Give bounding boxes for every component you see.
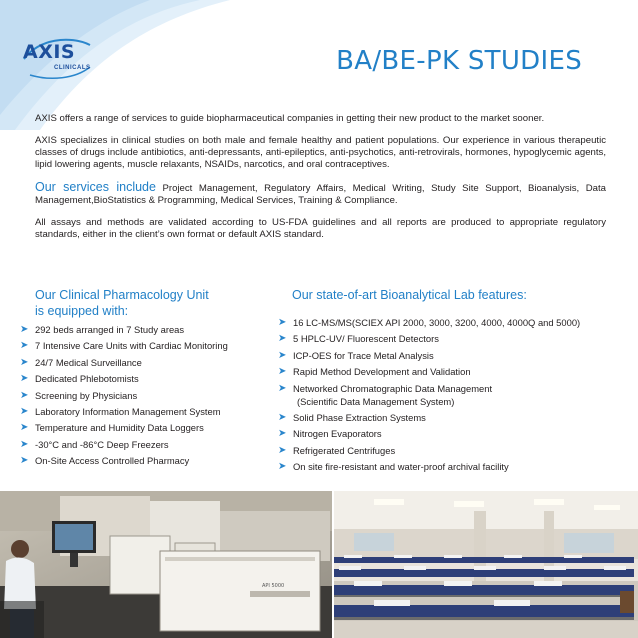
list-item: ➤ Temperature and Humidity Data Loggers — [20, 420, 228, 436]
list-item: ➤ Networked Chromatographic Data Management (Scientific Data Management System) — [278, 382, 580, 408]
arrow-bullet-icon: ➤ — [20, 389, 29, 401]
arrow-bullet-icon: ➤ — [278, 349, 287, 361]
right-section-heading: Our state-of-art Bioanalytical Lab features: — [292, 288, 527, 302]
arrow-bullet-icon: ➤ — [20, 373, 29, 385]
list-item: ➤ Refrigerated Centrifuges — [278, 444, 396, 456]
arrow-bullet-icon: ➤ — [20, 438, 29, 450]
arrow-bullet-icon: ➤ — [278, 461, 287, 473]
list-item: ➤ Nitrogen Evaporators — [278, 428, 382, 440]
intro-paragraph: AXIS offers a range of services to guide biopharmaceutical companies in getting their new product to the market sooner. — [35, 113, 545, 124]
list-item: ➤ 24/7 Medical Surveillance — [20, 355, 228, 371]
services-body: Project Management, Regulatory Affairs, Medical Writing, Study Site Support, Bioanalysis, Data Management,BioStatistics & Programming, Medical Services, Training & Compliance. — [35, 183, 606, 206]
list-item: ➤ ICP-OES for Trace Metal Analysis — [278, 349, 434, 361]
arrow-bullet-icon: ➤ — [20, 324, 29, 335]
arrow-bullet-icon: ➤ — [278, 382, 287, 394]
list-item: ➤ 5 HPLC-UV/ Fluorescent Detectors — [278, 333, 439, 345]
intro-paragraph: AXIS specializes in clinical studies on both male and female healthy and patient populations. Our experience in various therapeutic classes of drugs include antibiotics, anti-depressants, anti-epileptics, anti-psychotics, anti-retrovirals, hormones, hypoglycemic agents, lipid lowering agents, muscle relaxants, NSAIDs, narcotics, and oral contraceptives. — [35, 135, 606, 170]
arrow-bullet-icon: ➤ — [20, 405, 29, 417]
intro-text — [35, 113, 606, 251]
list-item: ➤ On site fire-resistant and water-proof archival facility — [278, 461, 509, 473]
arrow-bullet-icon: ➤ — [278, 411, 287, 423]
clinical-unit-list — [20, 322, 228, 470]
lab-photo — [0, 491, 332, 638]
list-item: ➤ Dedicated Phlebotomists — [20, 371, 228, 387]
left-heading-line: Our Clinical Pharmacology Unit — [35, 288, 209, 302]
list-item: ➤ 292 beds arranged in 7 Study areas — [20, 322, 228, 338]
list-item: ➤ -30°C and -86°C Deep Freezers — [20, 437, 228, 453]
intro-paragraph: All assays and methods are validated according to US-FDA guidelines and all reports are produced to appropriate regulatory standards, either in the client’s own format or default AXIS standard. — [35, 217, 606, 240]
left-section-heading — [35, 287, 209, 319]
list-item: ➤ Rapid Method Development and Validation — [278, 366, 471, 378]
left-heading-line: is equipped with: — [35, 304, 129, 318]
services-lead: Our services include — [35, 180, 156, 194]
arrow-bullet-icon: ➤ — [20, 356, 29, 368]
logo-wordmark: AXIS — [23, 41, 76, 63]
arrow-bullet-icon: ➤ — [278, 317, 287, 328]
list-item: ➤ On-Site Access Controlled Pharmacy — [20, 453, 228, 469]
list-item: ➤ 7 Intensive Care Units with Cardiac Monitoring — [20, 338, 228, 354]
instrument-label: API 5000 — [262, 583, 285, 589]
list-item: ➤ Screening by Physicians — [20, 388, 228, 404]
axis-logo — [20, 35, 94, 85]
list-item: ➤ Solid Phase Extraction Systems — [278, 411, 426, 423]
lab-photo-illustration — [0, 491, 332, 638]
list-item: ➤ 16 LC-MS/MS(SCIEX API 2000, 3000, 3200, 4000, 4000Q and 5000) — [278, 317, 581, 328]
services-paragraph — [35, 181, 606, 207]
arrow-bullet-icon: ➤ — [278, 366, 287, 378]
page-title: BA/BE-PK STUDIES — [336, 46, 582, 76]
arrow-bullet-icon: ➤ — [278, 444, 287, 456]
arrow-bullet-icon: ➤ — [20, 422, 29, 434]
arrow-bullet-icon: ➤ — [20, 340, 29, 352]
logo-subtitle: CLINICALS — [54, 65, 91, 71]
arrow-bullet-icon: ➤ — [278, 428, 287, 440]
arrow-bullet-icon: ➤ — [20, 455, 29, 467]
ward-photo-illustration — [334, 491, 638, 638]
bioanalytical-lab-list — [278, 316, 580, 477]
list-item-sub: (Scientific Data Management System) — [297, 395, 455, 407]
list-item: ➤ Laboratory Information Management System — [20, 404, 228, 420]
ward-photo — [334, 491, 638, 638]
arrow-bullet-icon: ➤ — [278, 333, 287, 345]
